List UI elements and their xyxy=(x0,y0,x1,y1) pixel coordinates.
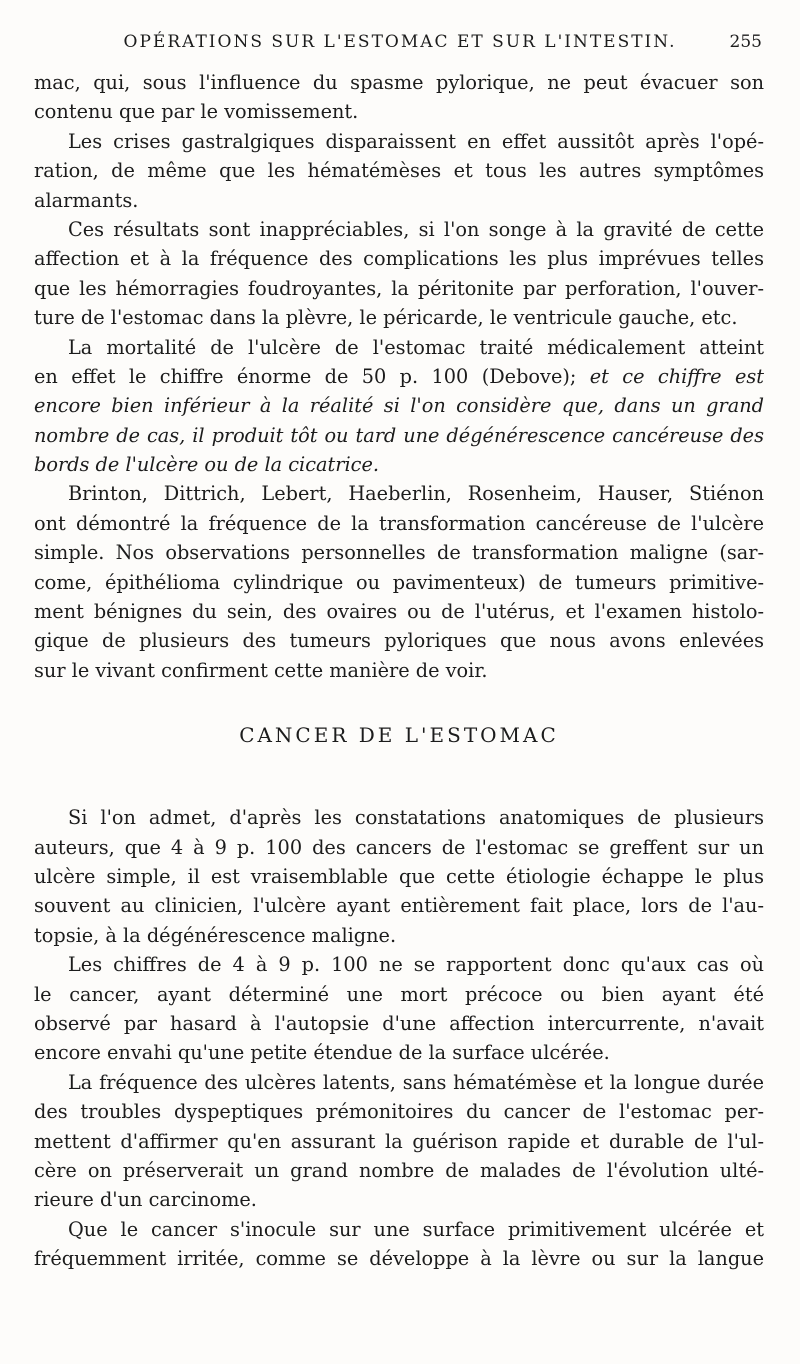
text-line-mixed xyxy=(34,362,764,391)
text-line: observé par hasard à l'autopsie d'une affection intercurrente, n'avait xyxy=(34,1011,764,1035)
text-line: Brinton, Dittrich, Lebert, Haeberlin, Rosenheim, Hauser, Stiénon xyxy=(68,482,764,506)
text-line: Les chiffres de 4 à 9 p. 100 ne se rapportent donc qu'aux cas où xyxy=(68,953,764,977)
text-line: Ces résultats sont inappréciables, si l'on songe à la gravité de cette xyxy=(68,217,764,241)
text-line: encore envahi qu'une petite étendue de la surface ulcérée. xyxy=(34,1041,610,1065)
text-line: La mortalité de l'ulcère de l'estomac traité médicalement atteint xyxy=(68,335,764,359)
text-line: souvent au clinicien, l'ulcère ayant entièrement fait place, lors de l'au- xyxy=(34,894,764,918)
text-line: simple. Nos observations personnelles de transformation maligne (sar- xyxy=(34,541,764,565)
text-line: topsie, à la dégénérescence maligne. xyxy=(34,923,397,947)
text-line: Les crises gastralgiques disparaissent en effet aussitôt après l'opé- xyxy=(68,129,764,153)
text-line: auteurs, que 4 à 9 p. 100 des cancers de l'estomac se greffent sur un xyxy=(34,835,764,859)
text-line: La fréquence des ulcères latents, sans hématémèse et la longue durée xyxy=(68,1070,764,1094)
text-line: le cancer, ayant déterminé une mort précoce ou bien ayant été xyxy=(34,982,764,1006)
running-header xyxy=(0,32,800,56)
text-line: que les hémorragies foudroyantes, la péritonite par perforation, l'ouver- xyxy=(34,276,764,300)
text-line: ration, de même que les hématémèses et tous les autres symptômes xyxy=(34,159,764,183)
text-line: ment bénignes du sein, des ovaires ou de l'utérus, et l'examen histolo- xyxy=(34,600,764,624)
text-line: Si l'on admet, d'après les constatations anatomiques de plusieurs xyxy=(68,806,764,830)
text-line: gique de plusieurs des tumeurs pyloriques que nous avons enlevées xyxy=(34,629,764,653)
italic-run: et ce chiffre est xyxy=(589,364,764,388)
text-line: mac, qui, sous l'influence du spasme pylorique, ne peut évacuer son xyxy=(34,71,764,94)
body-text xyxy=(34,68,764,1273)
text-line: rieure d'un carcinome. xyxy=(34,1188,257,1212)
text-line: alarmants. xyxy=(34,188,139,212)
text-line-italic: bords de l'ulcère ou de la cicatrice. xyxy=(34,453,379,477)
text-line: des troubles dyspeptiques prémonitoires du cancer de l'estomac per- xyxy=(34,1100,764,1124)
text-line: come, épithélioma cylindrique ou pavimenteux) de tumeurs primitive- xyxy=(34,570,764,594)
text-line: sur le vivant confirment cette manière de voir. xyxy=(34,658,488,682)
running-title: OPÉRATIONS SUR L'ESTOMAC ET SUR L'INTESTIN. xyxy=(123,32,677,52)
text-line: ulcère simple, il est vraisemblable que cette étiologie échappe le plus xyxy=(34,864,764,888)
text-line: affection et à la fréquence des complications les plus imprévues telles xyxy=(34,247,764,271)
section-heading: CANCER DE L'ESTOMAC xyxy=(239,723,559,748)
page-number: 255 xyxy=(729,32,762,52)
text-line: contenu que par le vomissement. xyxy=(34,100,359,124)
text-line-italic: nombre de cas, il produit tôt ou tard une dégénérescence cancéreuse des xyxy=(34,423,764,447)
text-line: mettent d'affirmer qu'en assurant la guérison rapide et durable de l'ul- xyxy=(34,1129,764,1153)
text-line: cère on préserverait un grand nombre de malades de l'évolution ulté- xyxy=(34,1158,764,1182)
text-line: ont démontré la fréquence de la transformation cancéreuse de l'ulcère xyxy=(34,511,764,535)
text-run: en effet le chiffre énorme de 50 p. 100 (Debove); xyxy=(34,364,577,388)
text-line-italic: encore bien inférieur à la réalité si l'on considère que, dans un grand xyxy=(34,394,764,418)
text-line: ture de l'estomac dans la plèvre, le péricarde, le ventricule gauche, etc. xyxy=(34,306,738,330)
text-line: Que le cancer s'inocule sur une surface primitivement ulcérée et xyxy=(68,1217,764,1241)
text-line: fréquemment irritée, comme se développe à la lèvre ou sur la langue xyxy=(34,1247,764,1271)
